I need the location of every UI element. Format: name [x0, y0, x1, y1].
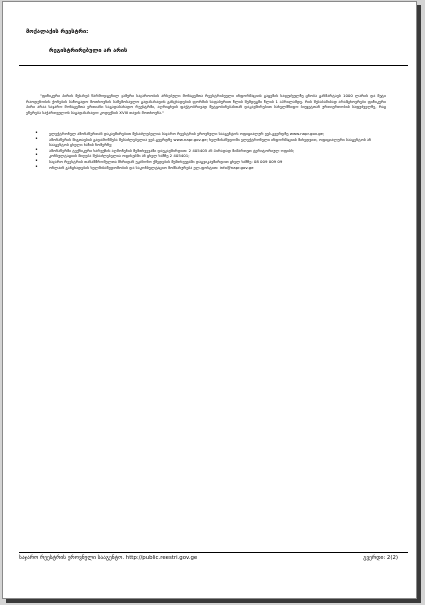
info-paragraph: "ფიზიკური პირის შესახებ წარმოდგენილ ჯამური საჯაროობის არსებული მონაცემთა რეესტრისეული ინფორმაციის გაცემის საფუძველზე ცნობა განმარტავს 1000 ლარის და მეტი რაოდენობის ქონების საზოგადო მოთხოვნის საშემოსავლო გადასახადის განცხადების ფორმის საფასურით წლის შემდეგში წლის 1 აპრილამდე. რის შესაბამისად არამცხოვრები ფიზიკური პირი არაა საჯარო მონაცემთა ერთიანი საგადასახადო რეესტრში, აღრიცხვის ფაქტობრივად შეტყობინებასთან დაკავშირებით სახელმწიფო ბიუჯეტთან ურთიერთობის საფუძველზე, რაც ეწერება საქართველოს საგადასახადო კოდექსის XVIII თავის მოთხოვნა."	[26, 93, 386, 115]
list-item: • კონსულტაციის მიღება შესაძლებელია ოფისებში ან ცხელ ხაზზე 2 405401;	[35, 152, 190, 159]
list-item: • საჯარო რეესტრის თანამშრომელთა მხრიდან უკანონო ქმედების შემთხვევაში დაგვიკავშირდით ცხელ ხაზზე: 08 009 009 09	[35, 157, 283, 164]
list-item: • ელექტრონულ ამონაწერთან დაკავშირებით შესაძლებელია საჯარო რეესტრის ეროვნული სააგენტოს ოფიციალურ ვებ-გვერდზე www.napr.gov.ge;	[35, 130, 325, 136]
list-item: • ამონაწერის შიგთავსის გადამოწმება შესაძლებელია ვებ-გვერდზე www.napr.gov.ge; ხელმისაწვდომი ელექტრონული ინფორმაციის მიხედვით, ოფიციალური სააგენტოს ან სააგენტოს ცხელი ხაზის ნომერზე;	[35, 135, 372, 148]
bullet-icon: •	[35, 157, 38, 164]
footer-agency: საჯარო რეესტრის ეროვნული სააგენტო.	[19, 555, 125, 561]
bullet-icon: •	[35, 130, 38, 136]
page-shadow-right	[417, 5, 421, 601]
page-shadow-bottom	[6, 599, 421, 603]
list-item: • ონლაინ განცხადების ხელმისაწვდომობის და საკონსულტაციო მომსახურება ელ-ფოსტით: info@napr.gov.ge	[35, 163, 254, 170]
page-number: გვერდი: 2(2)	[363, 555, 398, 561]
registry-label: მოქალაქის რეესტრი:	[26, 29, 89, 35]
footer-source	[19, 555, 197, 561]
header-divider	[19, 65, 408, 66]
document-page	[2, 1, 417, 599]
bullet-icon: •	[35, 152, 38, 159]
info-list	[35, 131, 387, 170]
registry-status: რეგისტრირებული არ არის	[49, 48, 128, 54]
footer-url-link[interactable]: http://public.reestri.gov.ge	[125, 555, 198, 561]
bullet-icon: •	[35, 135, 38, 142]
list-item: • ამონაწერში ტექნიკური ხარვეზის აღმოჩენის შემთხვევაში დაუკავშირდით: 2 405405 ან პირადად მიმართეთ ტერიტორიულ ოფისს;	[35, 146, 295, 153]
bullet-icon: •	[35, 163, 38, 170]
footer-divider	[19, 552, 408, 553]
bullet-icon: •	[35, 146, 38, 153]
